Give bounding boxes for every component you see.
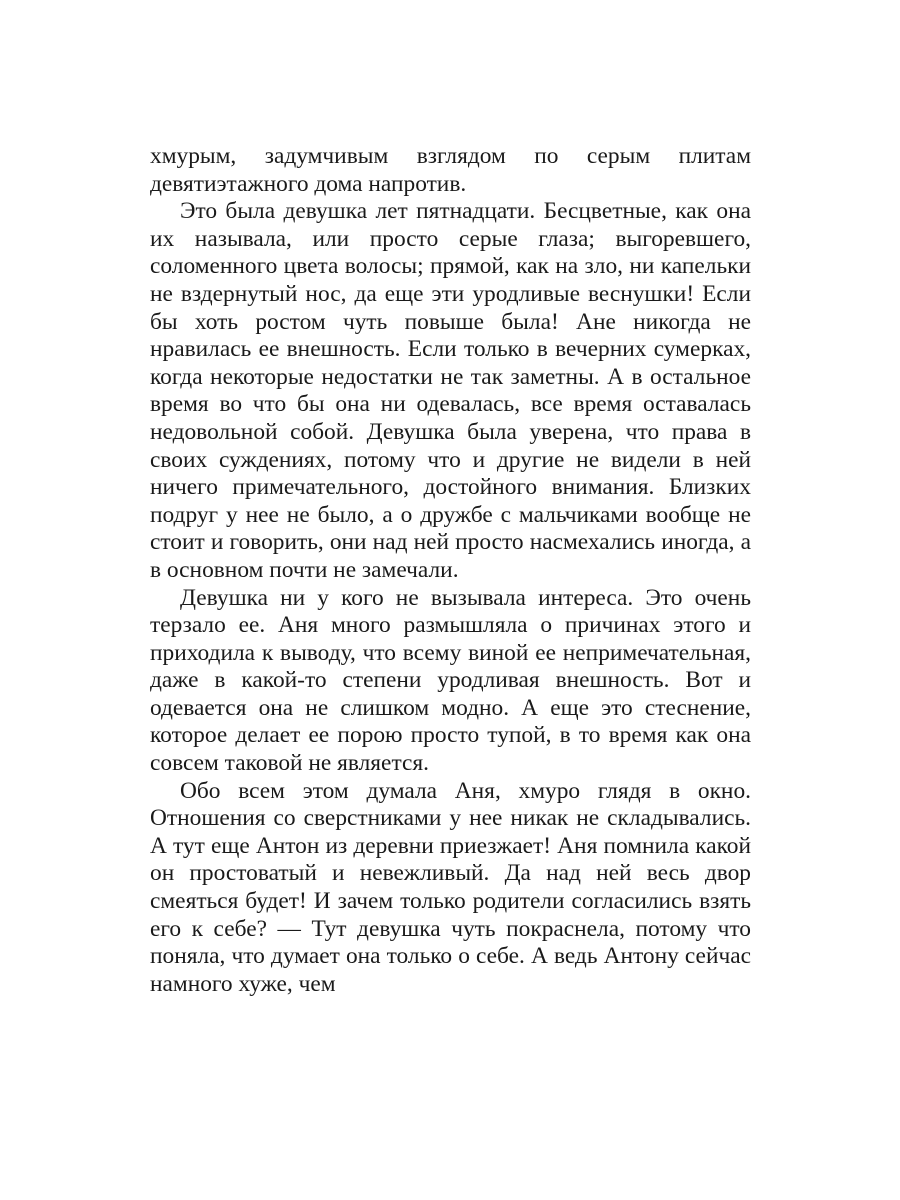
paragraph-description: Это была девушка лет пятнадцати. Бесцветные, как она их называла, или просто серые глаза; выгоревшего, соломенного цвета волосы; прямой, как на зло, ни капельки не вздернутый нос, да еще эти уродливые веснушки! Если бы хоть ростом чуть повыше была! Ане никогда не нравилась ее внешность. Если только в вечерних сумерках, когда некоторые недостатки не так заметны. А в остальное время во что бы она ни одевалась, все время оставалась недовольной собой. Девушка была уверена, что права в своих суждениях, потому что и другие не видели в ней ничего примечательного, достойного внимания. Близких подруг у нее не было, а о дружбе с мальчиками вообще не стоит и говорить, они над ней просто насмехались иногда, а в основном почти не замечали. xyxy=(150,198,751,583)
paragraph-window-thoughts: Обо всем этом думала Аня, хмуро глядя в окно. Отношения со сверстниками у нее никак не складывались. А тут еще Антон из деревни приезжает! Аня помнила какой он простоватый и невежливый. Да над ней весь двор смеяться будет! И зачем только родители согласились взять его к себе? — Тут девушка чуть покраснела, потому что поняла, что думает она только о себе. А ведь Антону сейчас намного хуже, чем xyxy=(150,777,751,997)
paragraph-continuation: хмурым, задумчивым взглядом по серым плитам девятиэтажного дома напротив. xyxy=(150,143,751,197)
paragraph-reflection: Девушка ни у кого не вызывала интереса. Это очень терзало ее. Аня много размышляла о причинах этого и приходила к выводу, что всему виной ее непримечательная, даже в какой-то степени уродливая внешность. Вот и одевается она не слишком модно. А еще это стеснение, которое делает ее порою просто тупой, в то время как она совсем таковой не является. xyxy=(150,584,751,777)
book-page-text xyxy=(150,143,751,998)
